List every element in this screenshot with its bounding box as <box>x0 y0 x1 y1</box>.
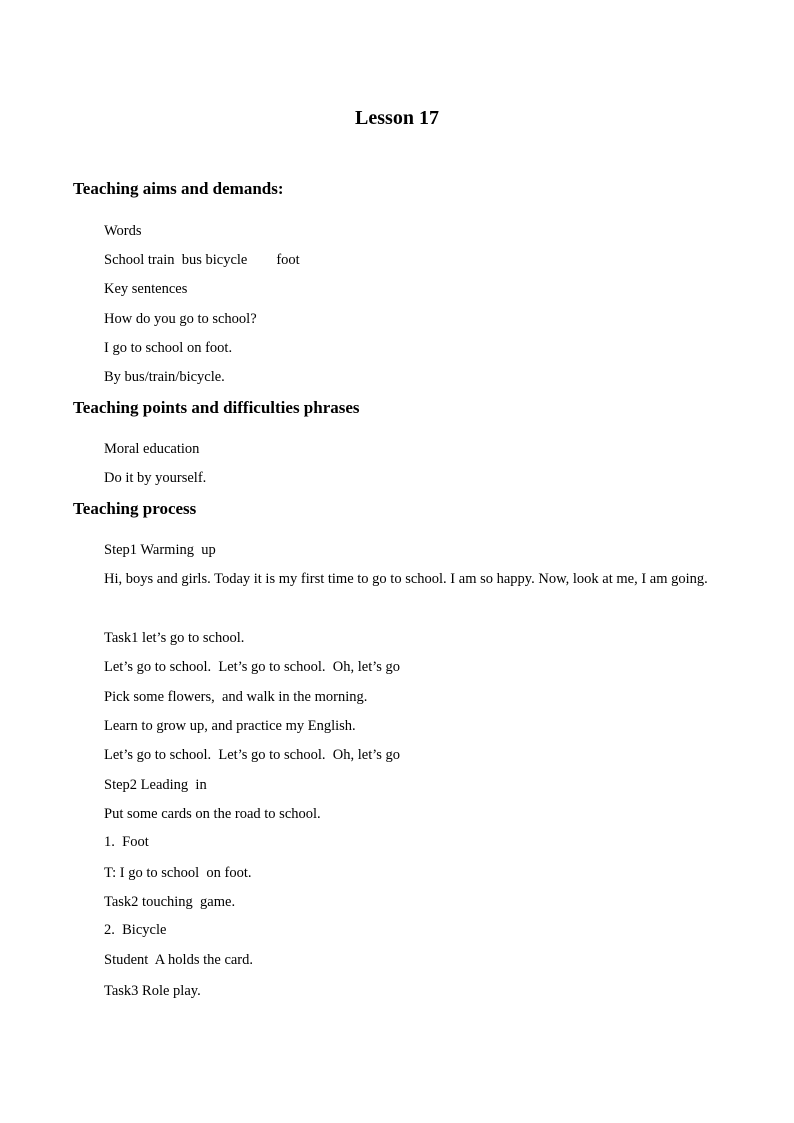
process-line: Pick some flowers, and walk in the morning. <box>104 689 368 705</box>
process-line: Let’s go to school. Let’s go to school. Oh, let’s go <box>104 747 401 763</box>
process-line: Task3 Role play. <box>104 983 201 999</box>
process-line: Put some cards on the road to school. <box>104 806 321 822</box>
process-line: Learn to grow up, and practice my English. <box>104 718 356 734</box>
process-line: Step2 Leading in <box>104 777 207 793</box>
process-line: Let’s go to school. Let’s go to school. Oh, let’s go <box>104 659 401 675</box>
process-paragraph: Hi, boys and girls. Today it is my first time to go to school. I am so happy. Now, look at me, I am going. <box>104 571 708 587</box>
aims-line: I go to school on foot. <box>104 340 233 356</box>
process-line: T: I go to school on foot. <box>104 865 252 881</box>
aims-line: Key sentences <box>104 281 188 297</box>
points-line: Do it by yourself. <box>104 470 207 486</box>
heading-process: Teaching process <box>73 499 197 518</box>
process-step1: Step1 Warming up <box>104 542 216 558</box>
aims-line: Words <box>104 223 142 239</box>
process-line: Task1 let’s go to school. <box>104 630 245 646</box>
aims-line: By bus/train/bicycle. <box>104 369 225 385</box>
aims-line: How do you go to school? <box>104 311 257 327</box>
heading-aims: Teaching aims and demands: <box>73 179 284 198</box>
process-line: 1. Foot <box>104 834 149 850</box>
lesson-title: Lesson 17 <box>355 107 439 129</box>
process-line: Student A holds the card. <box>104 952 254 968</box>
aims-line: School train bus bicycle foot <box>104 252 300 268</box>
points-line: Moral education <box>104 441 200 457</box>
process-line: Task2 touching game. <box>104 894 236 910</box>
heading-points: Teaching points and difficulties phrases <box>73 398 360 417</box>
process-line: 2. Bicycle <box>104 922 167 938</box>
